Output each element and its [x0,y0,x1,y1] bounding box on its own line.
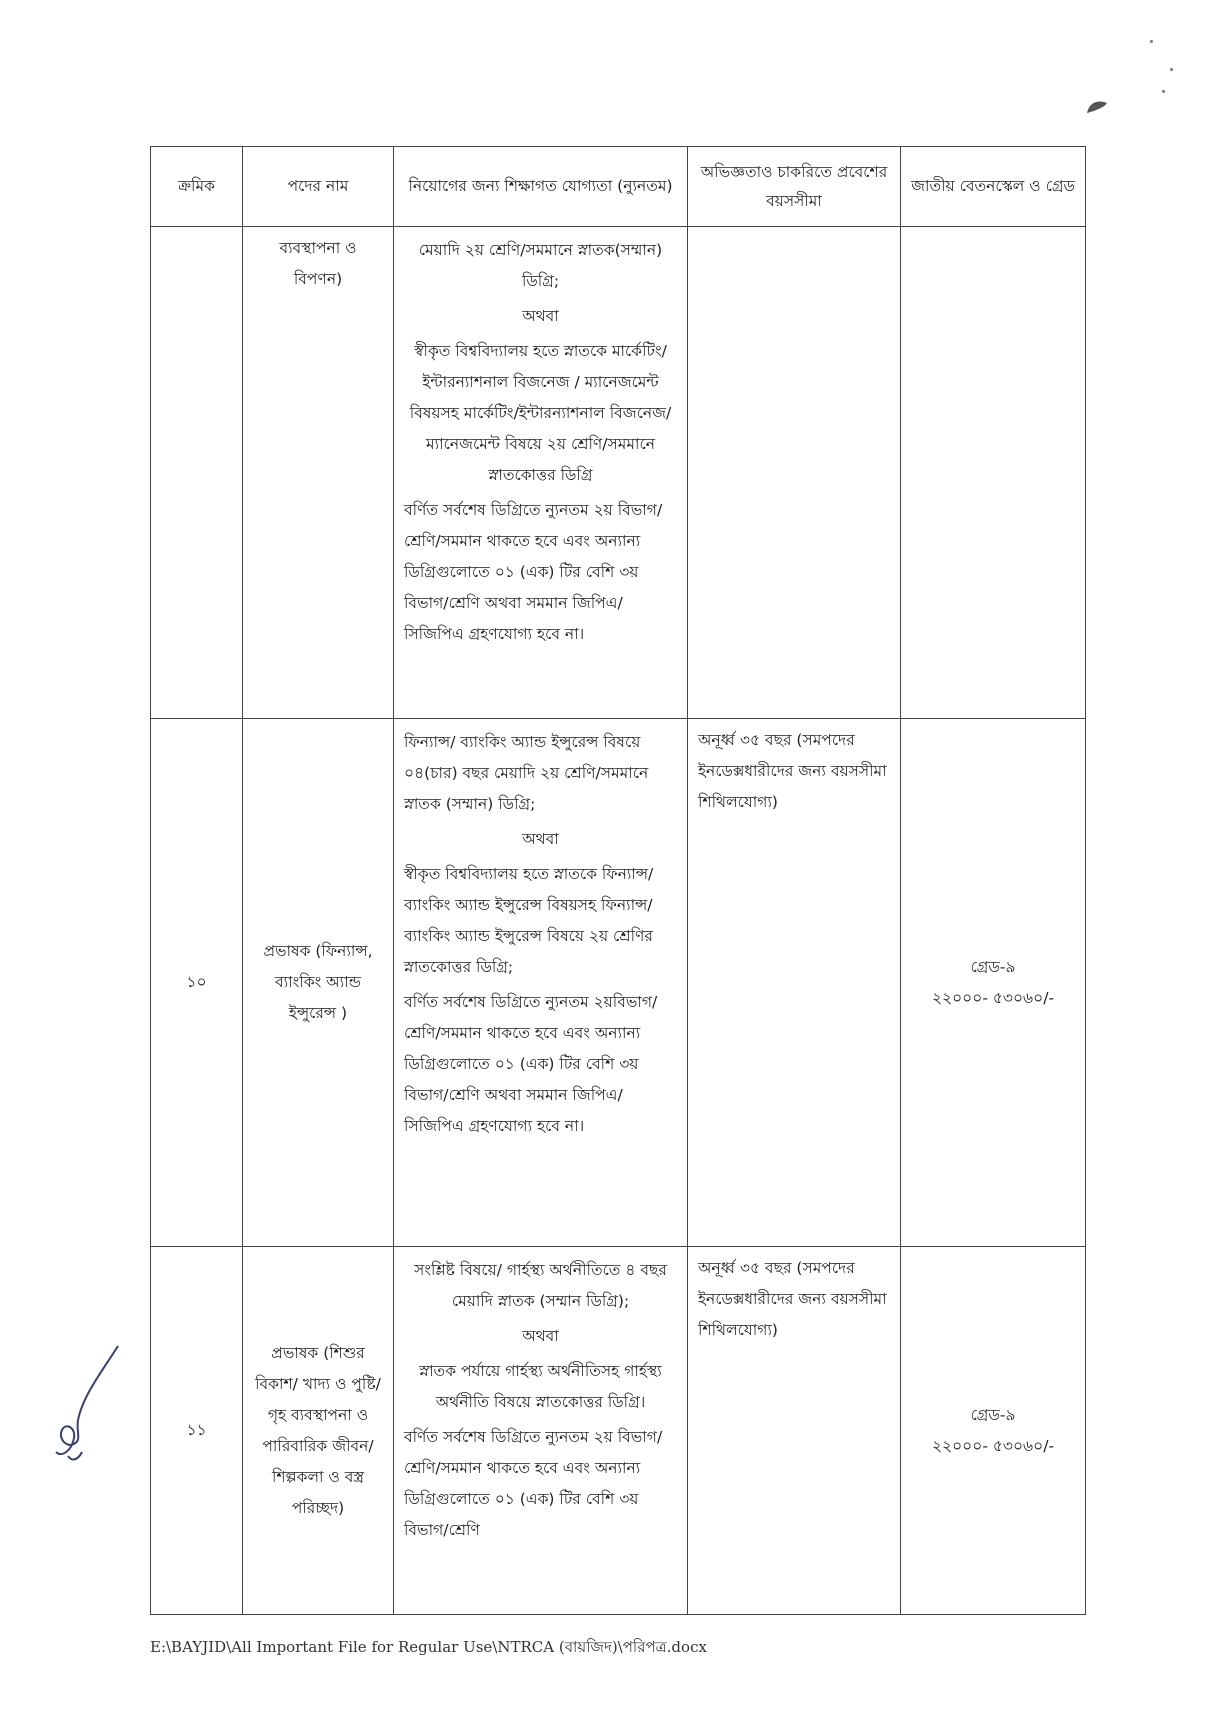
or-label: অথবা [522,1327,559,1345]
qualification-primary: সংশ্লিষ্ট বিষয়ে/ গার্হস্থ্য অর্থনীতিতে ৪ বছর মেয়াদি স্নাতক (সম্মান ডিগ্রি); [414,1261,667,1310]
scale-cell [901,719,1086,1247]
or-label: অথবা [522,307,559,325]
qualification-note: বর্ণিত সর্বশেষ ডিগ্রিতে ন্যুনতম ২য় বিভাগ/শ্রেণি/সমমান থাকতে হবে এবং অন্যান্য ডিগ্রিগুলোতে ০১ (এক) টির বেশি ৩য় বিভাগ/শ্রেণি অথবা সমমান জিপিএ/সিজিপিএ গ্রহণযোগ্য হবে না। [404,501,663,643]
header-qualification: নিয়োগের জন্য শিক্ষাগত যোগ্যতা (ন্যুনতম) [394,147,688,227]
post-name-cell: প্রভাষক (শিশুর বিকাশ/ খাদ্য ও পুষ্টি/ গৃহ ব্যবস্থাপনা ও পারিবারিক জীবন/ শিল্পকলা ও বস্ত্র পরিচ্ছদ) [243,1247,394,1615]
header-serial: ক্রমিক [151,147,243,227]
serial-cell: ১০ [151,719,243,1247]
post-name-cell: প্রভাষক (ফিন্যান্স, ব্যাংকিং অ্যান্ড ইন্সুরেন্স ) [243,719,394,1247]
serial-cell: ১১ [151,1247,243,1615]
grade-label: গ্রেড-৯ [970,1405,1016,1424]
qualification-alternative: স্বীকৃত বিশ্ববিদ্যালয় হতে স্নাতকে মার্কেটিং/ইন্টারন্যাশনাল বিজনেজ / ম্যানেজমেন্ট বিষয়সহ মার্কেটিং/ইন্টারন্যাশনাল বিজনেজ/ ম্যানেজমেন্ট বিষয়ে ২য় শ্রেণি/সমমানে স্নাতকোত্তর ডিগ্রি [409,342,672,484]
table-row [151,1247,1086,1615]
scan-speck [1162,90,1165,93]
handwritten-signature [48,1340,128,1480]
qualification-primary: মেয়াদি ২য় শ্রেণি/সমমানে স্নাতক(সম্মান) ডিগ্রি; [418,241,663,290]
header-scale: জাতীয় বেতনস্কেল ও গ্রেড [901,147,1086,227]
or-label: অথবা [522,830,559,848]
qualification-alternative: স্বীকৃত বিশ্ববিদ্যালয় হতে স্নাতকে ফিন্যান্স/ ব্যাংকিং অ্যান্ড ইন্সুরেন্স বিষয়সহ ফিন্যান্স/ব্যাংকিং অ্যান্ড ইন্সুরেন্স বিষয়ে ২য় শ্রেণির স্নাতকোত্তর ডিগ্রি; [404,865,654,976]
header-experience: অভিজ্ঞতাও চাকরিতে প্রবেশের বয়সসীমা [688,147,901,227]
pay-scale: ২২০০০- ৫৩০৬০/- [931,1436,1055,1455]
scan-mark [1085,95,1111,117]
scale-cell [901,227,1086,719]
qualification-cell [394,1247,688,1615]
experience-cell: অনূর্ধ্ব ৩৫ বছর (সমপদের ইনডেক্সধারীদের জন্য বয়সসীমা শিথিলযোগ্য) [688,1247,901,1615]
experience-cell: অনূর্ধ্ব ৩৫ বছর (সমপদের ইনডেক্সধারীদের জন্য বয়সসীমা শিথিলযোগ্য) [688,719,901,1247]
qualification-primary: ফিন্যান্স/ ব্যাংকিং অ্যান্ড ইন্সুরেন্স বিষয়ে ০৪(চার) বছর মেয়াদি ২য় শ্রেণি/সমমানে স্নাতক (সম্মান) ডিগ্রি; [404,733,649,813]
file-path-footer: E:\BAYJID\All Important File for Regular Use\NTRCA (বায়জিদ)\পরিপত্র.docx [150,1638,707,1656]
qualification-alternative: স্নাতক পর্যায়ে গার্হস্থ্য অর্থনীতিসহ গার্হস্থ্য অর্থনীতি বিষয়ে স্নাতকোত্তর ডিগ্রি। [419,1362,662,1411]
table-header-row [151,147,1086,227]
experience-cell [688,227,901,719]
recruitment-table [150,146,1086,1615]
qualification-cell [394,227,688,719]
grade-label: গ্রেড-৯ [970,957,1016,976]
qualification-note: বর্ণিত সর্বশেষ ডিগ্রিতে ন্যুনতম ২য় বিভাগ/শ্রেণি/সমমান থাকতে হবে এবং অন্যান্য ডিগ্রিগুলোতে ০১ (এক) টির বেশি ৩য় বিভাগ/শ্রেণি [404,1428,663,1539]
pay-scale: ২২০০০- ৫৩০৬০/- [931,988,1055,1007]
serial-cell [151,227,243,719]
scan-speck [1150,40,1153,43]
qualification-note: বর্ণিত সর্বশেষ ডিগ্রিতে ন্যুনতম ২য়বিভাগ/শ্রেণি/সমমান থাকতে হবে এবং অন্যান্য ডিগ্রিগুলোতে ০১ (এক) টির বেশি ৩য় বিভাগ/শ্রেণি অথবা সমমান জিপিএ/সিজিপিএ গ্রহণযোগ্য হবে না। [404,993,658,1135]
qualification-cell [394,719,688,1247]
table-row [151,227,1086,719]
header-post: পদের নাম [243,147,394,227]
post-name-cell: ব্যবস্থাপনা ও বিপণন) [243,227,394,719]
scale-cell [901,1247,1086,1615]
scan-speck [1170,68,1173,71]
table-row [151,719,1086,1247]
